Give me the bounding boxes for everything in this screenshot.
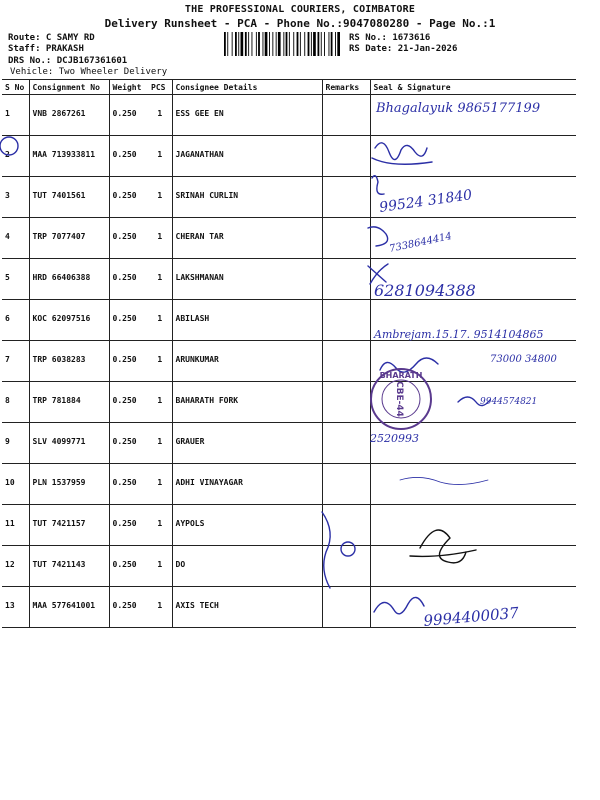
cell-pcs-text: 1 (157, 478, 163, 487)
cell-pcs-text: 1 (157, 314, 163, 323)
cell-consignee (172, 136, 322, 177)
cell-weight (109, 464, 148, 505)
table-row (2, 587, 576, 628)
cell-sno-text: 10 (5, 478, 15, 487)
cell-consignment (29, 382, 109, 423)
col-signature: Seal & Signature (370, 80, 576, 95)
cell-consignee (172, 300, 322, 341)
hw-row6: Ambrejam.15.17. 9514104865 (374, 328, 544, 341)
cell-remarks (322, 95, 370, 136)
cell-signature (370, 587, 576, 628)
cell-remarks (322, 136, 370, 177)
cell-consignee-text: ESS GEE EN (175, 109, 224, 118)
cell-consignee (172, 95, 322, 136)
table-row (2, 505, 576, 546)
cell-consignment (29, 546, 109, 587)
cell-weight (109, 95, 148, 136)
cell-weight-text: 0.250 (112, 232, 137, 241)
cell-remarks (322, 341, 370, 382)
cell-signature (370, 259, 576, 300)
cell-sno-text: 9 (5, 437, 10, 446)
cell-consignment (29, 505, 109, 546)
cell-consignee-text: AYPOLS (175, 519, 205, 528)
col-pcs: PCS (148, 80, 172, 95)
cell-weight-text: 0.250 (112, 109, 137, 118)
cell-consignee (172, 587, 322, 628)
cell-consignee (172, 177, 322, 218)
cell-pcs-text: 1 (157, 355, 163, 364)
cell-remarks (322, 423, 370, 464)
cell-pcs-text: 1 (157, 232, 163, 241)
rs-number: RS No.: 1673616 (349, 33, 431, 43)
cell-sno-text: 13 (5, 601, 15, 610)
col-sno: S No (2, 80, 29, 95)
cell-consignee-text: ADHI VINAYAGAR (175, 478, 243, 487)
cell-remarks (322, 587, 370, 628)
stamp-text: BHARATH (379, 371, 423, 380)
cell-consignee-text: LAKSHMANAN (175, 273, 224, 282)
cell-consignment-text: TRP 7077407 (32, 232, 86, 241)
hw-row9: 2520993 (370, 432, 419, 445)
cell-signature (370, 505, 576, 546)
cell-weight (109, 300, 148, 341)
cell-weight-text: 0.250 (112, 191, 137, 200)
cell-weight-text: 0.250 (112, 437, 137, 446)
cell-pcs (148, 259, 172, 300)
cell-sno (2, 505, 29, 546)
runsheet-subtitle: Delivery Runsheet - PCA - Phone No.:9047080280 - Page No.:1 (104, 17, 496, 30)
cell-pcs (148, 464, 172, 505)
cell-pcs (148, 423, 172, 464)
stamp-code: CBE-44 (394, 381, 404, 417)
cell-remarks (322, 259, 370, 300)
cell-pcs (148, 382, 172, 423)
cell-remarks (322, 505, 370, 546)
hw-row4: 7338644414 (388, 230, 453, 255)
hw-row8: 9944574821 (480, 397, 538, 407)
cell-consignment-text: TUT 7421157 (32, 519, 86, 528)
cell-weight (109, 546, 148, 587)
cell-pcs-text: 1 (157, 109, 163, 118)
cell-consignee-text: JAGANATHAN (175, 150, 224, 159)
cell-remarks (322, 300, 370, 341)
cell-weight-text: 0.250 (112, 560, 137, 569)
cell-pcs (148, 546, 172, 587)
cell-pcs (148, 177, 172, 218)
staff-label: Staff: PRAKASH (8, 44, 84, 54)
cell-signature (370, 218, 576, 259)
runsheet-table (2, 79, 576, 628)
cell-consignee (172, 218, 322, 259)
cell-weight-text: 0.250 (112, 601, 137, 610)
cell-pcs-text: 1 (157, 150, 163, 159)
cell-sno (2, 300, 29, 341)
cell-pcs (148, 341, 172, 382)
cell-remarks (322, 177, 370, 218)
cell-weight-text: 0.250 (112, 273, 137, 282)
hw-row13: 9994400037 (422, 603, 520, 630)
cell-signature (370, 464, 576, 505)
cell-consignment-text: SLV 4099771 (32, 437, 86, 446)
cell-consignment-text: TRP 6038283 (32, 355, 86, 364)
cell-remarks (322, 546, 370, 587)
cell-sno-text: 8 (5, 396, 10, 405)
cell-consignment-text: PLN 1537959 (32, 478, 86, 487)
cell-remarks (322, 218, 370, 259)
cell-weight (109, 136, 148, 177)
cell-signature (370, 300, 576, 341)
table-row (2, 464, 576, 505)
cell-weight-text: 0.250 (112, 314, 137, 323)
cell-weight-text: 0.250 (112, 355, 137, 364)
cell-consignment (29, 177, 109, 218)
cell-consignment (29, 423, 109, 464)
cell-pcs-text: 1 (157, 437, 163, 446)
cell-sno (2, 259, 29, 300)
cell-sno (2, 136, 29, 177)
cell-pcs (148, 587, 172, 628)
cell-consignment (29, 341, 109, 382)
col-weight: Weight (109, 80, 148, 95)
rs-date: RS Date: 21-Jan-2026 (349, 44, 458, 54)
cell-consignee-text: CHERAN TAR (175, 232, 224, 241)
cell-consignee-text: SRINAH CURLIN (175, 191, 239, 200)
cell-sno-text: 1 (5, 109, 10, 118)
cell-sno (2, 546, 29, 587)
cell-sno-text: 2 (5, 150, 10, 159)
cell-sno (2, 423, 29, 464)
cell-consignment (29, 587, 109, 628)
cell-consignee-text: GRAUER (175, 437, 205, 446)
cell-pcs (148, 218, 172, 259)
vehicle-label: Vehicle: Two Wheeler Delivery (10, 67, 168, 77)
cell-signature (370, 136, 576, 177)
table-row (2, 546, 576, 587)
hw-row3: 99524 31840 (378, 187, 474, 216)
table-row (2, 382, 576, 423)
cell-sno (2, 587, 29, 628)
cell-consignment-text: MAA 713933811 (32, 150, 96, 159)
cell-remarks (322, 382, 370, 423)
cell-consignee (172, 546, 322, 587)
cell-weight (109, 259, 148, 300)
cell-consignee-text: BAHARATH FORK (175, 396, 239, 405)
cell-consignment-text: VNB 2867261 (32, 109, 86, 118)
table-header-row (2, 80, 576, 95)
cell-consignee (172, 382, 322, 423)
cell-pcs-text: 1 (157, 560, 163, 569)
hw-row5: 6281094388 (374, 281, 476, 300)
cell-weight (109, 382, 148, 423)
cell-weight (109, 423, 148, 464)
table-row (2, 300, 576, 341)
table-row (2, 218, 576, 259)
cell-weight (109, 505, 148, 546)
table-row (2, 259, 576, 300)
col-consignee: Consignee Details (172, 80, 322, 95)
cell-consignment-text: HRD 66406388 (32, 273, 91, 282)
cell-consignment-text: TUT 7421143 (32, 560, 86, 569)
cell-consignee (172, 423, 322, 464)
cell-sno-text: 7 (5, 355, 10, 364)
drs-label: DRS No.: DCJB167361601 (8, 56, 128, 66)
cell-weight (109, 177, 148, 218)
cell-pcs (148, 95, 172, 136)
cell-remarks (322, 464, 370, 505)
company-title: THE PROFESSIONAL COURIERS, COIMBATORE (184, 4, 416, 15)
cell-weight (109, 587, 148, 628)
cell-consignment (29, 464, 109, 505)
hw-row1: Bhagalayuk 9865177199 (376, 101, 541, 116)
cell-weight-text: 0.250 (112, 150, 137, 159)
route-label: Route: C SAMY RD (8, 33, 95, 43)
cell-sno (2, 341, 29, 382)
cell-consignee-text: ABILASH (175, 314, 210, 323)
table-row (2, 95, 576, 136)
barcode-icon (222, 32, 342, 56)
cell-sno-text: 4 (5, 232, 10, 241)
cell-pcs-text: 1 (157, 601, 163, 610)
cell-consignment-text: TRP 781884 (32, 396, 81, 405)
cell-sno (2, 382, 29, 423)
cell-pcs (148, 505, 172, 546)
company-stamp-icon (368, 366, 434, 432)
cell-consignment (29, 300, 109, 341)
cell-signature (370, 177, 576, 218)
cell-pcs-text: 1 (157, 396, 163, 405)
cell-weight (109, 341, 148, 382)
cell-consignee (172, 341, 322, 382)
cell-sno-text: 11 (5, 519, 15, 528)
table-row (2, 341, 576, 382)
cell-sno (2, 218, 29, 259)
cell-consignment-text: MAA 577641001 (32, 601, 96, 610)
table-row (2, 423, 576, 464)
cell-weight-text: 0.250 (112, 519, 137, 528)
table-row (2, 136, 576, 177)
table-row (2, 177, 576, 218)
cell-consignee-text: ARUNKUMAR (175, 355, 219, 364)
col-consignment: Consignment No (29, 80, 109, 95)
cell-consignment-text: KOC 62097516 (32, 314, 91, 323)
cell-sno-text: 3 (5, 191, 10, 200)
cell-weight-text: 0.250 (112, 396, 137, 405)
cell-consignment (29, 95, 109, 136)
cell-sno-text: 12 (5, 560, 15, 569)
cell-pcs (148, 136, 172, 177)
col-remarks: Remarks (322, 80, 370, 95)
cell-signature (370, 546, 576, 587)
cell-consignment-text: TUT 7401561 (32, 191, 86, 200)
cell-consignment (29, 218, 109, 259)
cell-pcs-text: 1 (157, 519, 163, 528)
cell-sno-text: 6 (5, 314, 10, 323)
cell-consignee-text: DO (175, 560, 186, 569)
cell-pcs-text: 1 (157, 191, 163, 200)
cell-consignment (29, 136, 109, 177)
cell-consignee (172, 259, 322, 300)
cell-consignee-text: AXIS TECH (175, 601, 219, 610)
cell-consignee (172, 505, 322, 546)
hw-row7: 73000 34800 (490, 354, 557, 365)
cell-weight (109, 218, 148, 259)
cell-sno (2, 95, 29, 136)
cell-sno (2, 464, 29, 505)
cell-weight-text: 0.250 (112, 478, 137, 487)
cell-pcs (148, 300, 172, 341)
cell-consignment (29, 259, 109, 300)
cell-consignee (172, 464, 322, 505)
cell-sno (2, 177, 29, 218)
cell-signature (370, 95, 576, 136)
cell-pcs-text: 1 (157, 273, 163, 282)
cell-sno-text: 5 (5, 273, 10, 282)
